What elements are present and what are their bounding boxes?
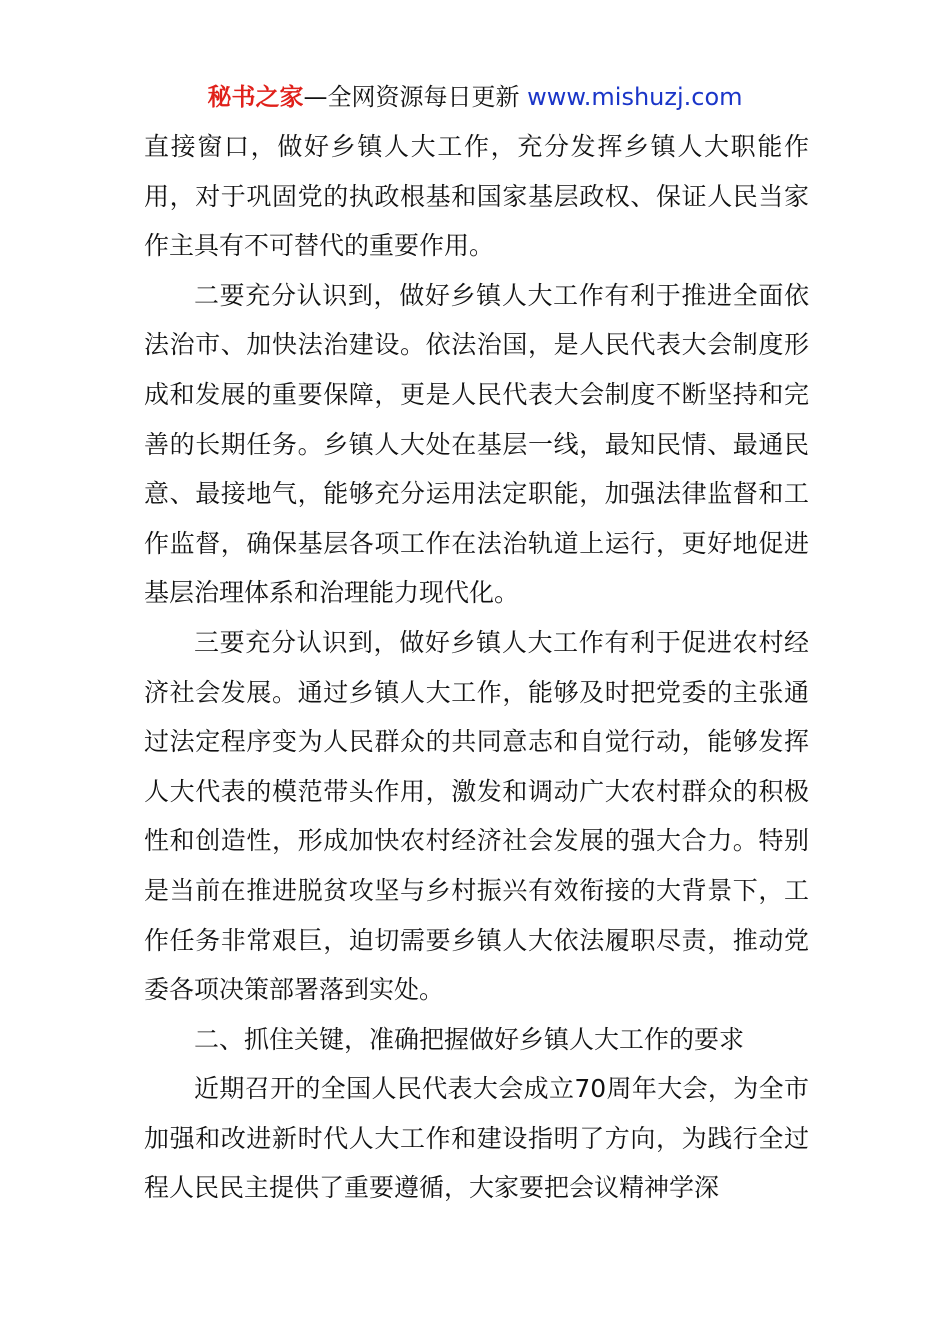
paragraph-continued: 直接窗口，做好乡镇人大工作，充分发挥乡镇人大职能作用，对于巩固党的执政根基和国家基层政权、保证人民当家作主具有不可替代的重要作用。 (144, 132, 809, 261)
site-tagline: —全网资源每日更新 (303, 83, 520, 111)
site-header (0, 80, 950, 114)
paragraph-congress-meeting: 近期召开的全国人民代表大会成立70周年大会，为全市加强和改进新时代人大工作和建设指明了方向，为践行全过程人民民主提供了重要遵循，大家要把会议精神学深 (144, 1074, 809, 1203)
document-body (144, 122, 809, 1213)
site-brand: 秘书之家 (207, 83, 304, 111)
paragraph-point-two: 二要充分认识到，做好乡镇人大工作有利于推进全面依法治市、加快法治建设。依法治国，是人民代表大会制度形成和发展的重要保障，更是人民代表大会制度不断坚持和完善的长期任务。乡镇人大处在基层一线，最知民情、最通民意、最接地气，能够充分运用法定职能，加强法律监督和工作监督，确保基层各项工作在法治轨道上运行，更好地促进基层治理体系和治理能力现代化。 (144, 280, 809, 608)
paragraph-point-three: 三要充分认识到，做好乡镇人大工作有利于促进农村经济社会发展。通过乡镇人大工作，能够及时把党委的主张通过法定程序变为人民群众的共同意志和自觉行动，能够发挥人大代表的模范带头作用，激发和调动广大农村群众的积极性和创造性，形成加快农村经济社会发展的强大合力。特别是当前在推进脱贫攻坚与乡村振兴有效衔接的大背景下，工作任务非常艰巨，迫切需要乡镇人大依法履职尽责，推动党委各项决策部署落到实处。 (144, 627, 809, 1005)
site-url-link[interactable]: www.mishuzj.com (527, 83, 743, 111)
section-heading-two: 二、抓住关键，准确把握做好乡镇人大工作的要求 (194, 1024, 745, 1054)
